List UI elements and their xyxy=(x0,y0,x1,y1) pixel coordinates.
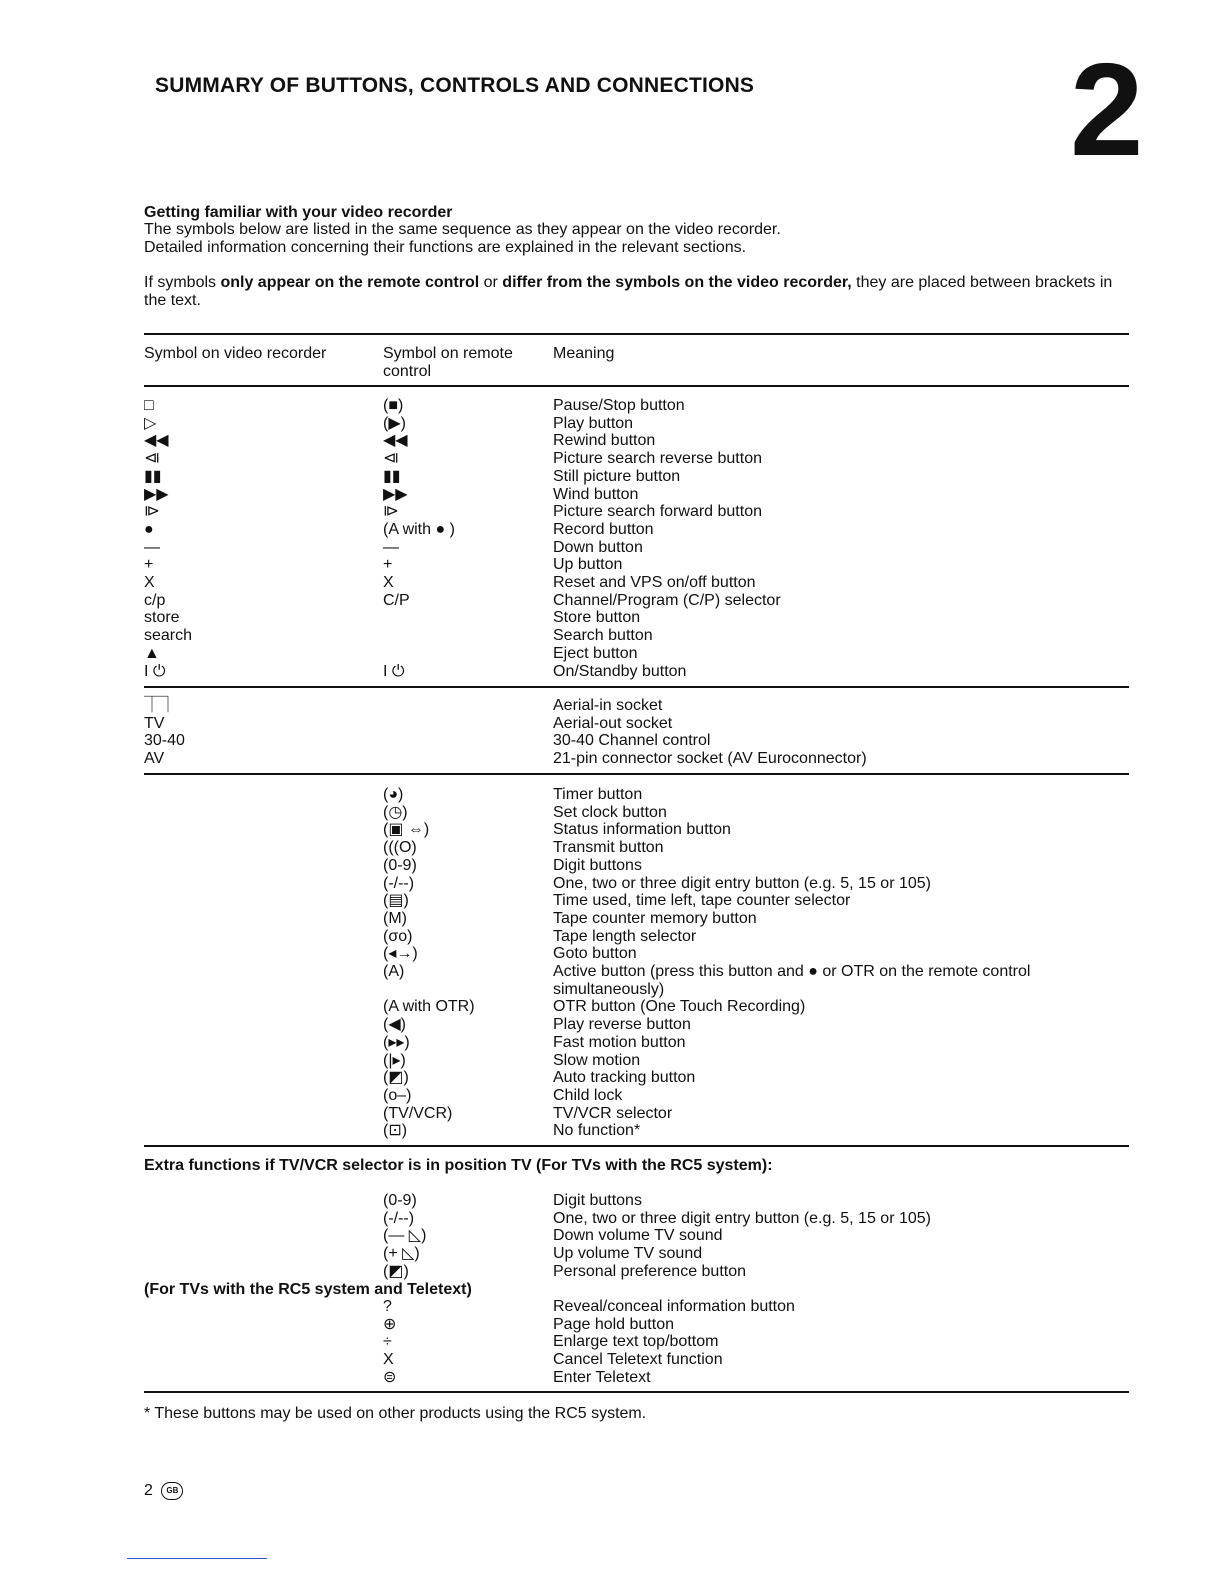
recorder-symbol: □ xyxy=(144,397,154,414)
meaning-text: Reveal/conceal information button xyxy=(553,1298,795,1315)
meaning-text: Picture search reverse button xyxy=(553,450,762,468)
meaning-text: Tape counter memory button xyxy=(553,909,757,927)
remote-symbol: (-/--) xyxy=(383,874,415,892)
remote-symbol: (◷) xyxy=(383,803,408,821)
header-meaning: Meaning xyxy=(553,345,615,362)
table-row xyxy=(0,1069,1225,1087)
meaning-text: OTR button (One Touch Recording) xyxy=(553,998,806,1016)
table-row xyxy=(0,1034,1225,1052)
table-row xyxy=(0,1351,1225,1369)
recorder-symbol: AV xyxy=(144,750,165,768)
meaning-text: Down button xyxy=(553,538,643,556)
recorder-symbol: ● xyxy=(144,520,154,538)
table-row xyxy=(0,697,1225,715)
meaning-text: Digit buttons xyxy=(553,856,642,874)
recorder-symbol: — xyxy=(144,538,160,556)
meaning-text: Transmit button xyxy=(553,839,664,857)
recorder-symbol: I ⏻ xyxy=(144,662,166,680)
remote-symbol: (((O) xyxy=(383,839,417,857)
rule-2 xyxy=(144,773,1129,775)
extra-functions-heading: Extra functions if TV/VCR selector is in position TV (For TVs with the RC5 system): xyxy=(144,1157,773,1174)
remote-symbol: (σο) xyxy=(383,927,413,945)
table-row xyxy=(0,1316,1225,1334)
meaning-text: 30-40 Channel control xyxy=(553,732,711,750)
table-row xyxy=(0,574,1225,592)
meaning-text: Personal preference button xyxy=(553,1262,747,1280)
meaning-text: Aerial-out socket xyxy=(553,714,673,732)
table-row xyxy=(0,1192,1225,1210)
footnote: * These buttons may be used on other products using the RC5 system. xyxy=(144,1405,647,1422)
table-row xyxy=(0,1052,1225,1070)
table-row xyxy=(0,804,1225,822)
meaning-text: Child lock xyxy=(553,1086,623,1104)
table-row xyxy=(0,1333,1225,1351)
recorder-symbol: c/p xyxy=(144,591,166,609)
recorder-symbol: X xyxy=(144,574,155,591)
remote-symbol: (▸▸) xyxy=(383,1033,410,1051)
table-row xyxy=(0,1227,1225,1245)
page-number xyxy=(144,1482,183,1500)
meaning-text: Active button (press this button and ● or OTR on the remote control xyxy=(553,963,1031,980)
meaning-text: TV/VCR selector xyxy=(553,1104,673,1122)
table-row xyxy=(0,857,1225,875)
table-row xyxy=(0,486,1225,504)
remote-symbol: ▶▶ xyxy=(383,485,408,503)
remote-symbol: (0-9) xyxy=(383,1192,417,1209)
remote-symbol: (— ◺) xyxy=(383,1227,427,1245)
page-title: SUMMARY OF BUTTONS, CONTROLS AND CONNECTIONS xyxy=(155,74,755,97)
meaning-text: Slow motion xyxy=(553,1051,641,1069)
table-row xyxy=(0,539,1225,557)
remote-symbol: (A with OTR) xyxy=(383,998,475,1016)
chapter-number: 2 xyxy=(1070,36,1144,183)
meaning-text: Rewind button xyxy=(553,432,656,450)
table-row xyxy=(0,732,1225,750)
meaning-text: Timer button xyxy=(553,786,643,803)
recorder-symbol: ⧐ xyxy=(144,503,160,521)
table-row xyxy=(0,450,1225,468)
meaning-text: Set clock button xyxy=(553,803,667,821)
table-row xyxy=(0,1016,1225,1034)
meaning-text: Still picture button xyxy=(553,467,681,485)
table-row xyxy=(0,875,1225,893)
table-row xyxy=(0,910,1225,928)
meaning-text: Up button xyxy=(553,556,623,574)
meaning-text: Status information button xyxy=(553,821,731,839)
meaning-text: Eject button xyxy=(553,644,638,662)
table-row xyxy=(0,1298,1225,1316)
meaning-text: Search button xyxy=(553,627,653,645)
remote-symbol: (A) xyxy=(383,963,405,980)
header-recorder: Symbol on video recorder xyxy=(144,345,327,362)
remote-symbol: (■) xyxy=(383,397,404,414)
recorder-symbol: TV xyxy=(144,714,165,732)
recorder-symbol: + xyxy=(144,556,154,574)
remote-symbol: (◩) xyxy=(383,1262,409,1280)
header-rule xyxy=(144,385,1129,387)
table-row xyxy=(0,663,1225,681)
teletext-heading: (For TVs with the RC5 system and Teletext) xyxy=(144,1281,472,1298)
recorder-symbol: ⧏ xyxy=(144,450,160,468)
remote-symbol: ? xyxy=(383,1298,392,1315)
meaning-text: Play reverse button xyxy=(553,1016,691,1034)
meaning-text: Channel/Program (C/P) selector xyxy=(553,591,781,609)
remote-symbol: I ⏻ xyxy=(383,662,405,680)
recorder-symbol: ◀◀ xyxy=(144,432,169,450)
remote-symbol: (-/--) xyxy=(383,1209,415,1227)
intro-line-1: The symbols below are listed in the same sequence as they appear on the video recorder. xyxy=(144,221,781,238)
remote-symbol: (◂→) xyxy=(383,945,418,963)
recorder-symbol: ⏉⏋ xyxy=(144,697,177,714)
recorder-symbol: 30-40 xyxy=(144,732,185,750)
meaning-text: Store button xyxy=(553,609,641,627)
table-row xyxy=(0,592,1225,610)
meaning-text: Goto button xyxy=(553,945,637,963)
table-row xyxy=(0,1105,1225,1123)
remote-symbol: ÷ xyxy=(383,1333,392,1351)
table-row xyxy=(0,521,1225,539)
table-row xyxy=(0,998,1225,1016)
meaning-text: Up volume TV sound xyxy=(553,1245,703,1263)
meaning-text: Wind button xyxy=(553,485,639,503)
table-row xyxy=(0,1122,1225,1140)
remote-symbol: C/P xyxy=(383,591,410,609)
meaning-text: Pause/Stop button xyxy=(553,397,685,414)
table-row xyxy=(0,981,1225,999)
table-row xyxy=(0,1087,1225,1105)
remote-symbol: ⧐ xyxy=(383,503,399,521)
table-row xyxy=(0,715,1225,733)
intro-heading: Getting familiar with your video recorder xyxy=(144,204,453,221)
remote-symbol: (|▸) xyxy=(383,1051,406,1069)
table-row xyxy=(0,928,1225,946)
table-row xyxy=(0,1245,1225,1263)
meaning-text: 21-pin connector socket (AV Euroconnector) xyxy=(553,750,867,768)
remote-symbol: (+ ◺) xyxy=(383,1245,420,1263)
remote-symbol: (0-9) xyxy=(383,856,417,874)
meaning-text: Record button xyxy=(553,520,654,538)
table-row xyxy=(0,1369,1225,1387)
table-bottom-rule xyxy=(144,1391,1129,1393)
table-row xyxy=(0,397,1225,415)
table-row xyxy=(0,945,1225,963)
remote-symbol: (A with ● ) xyxy=(383,520,455,538)
table-row xyxy=(0,432,1225,450)
table-row xyxy=(0,892,1225,910)
remote-symbol: — xyxy=(383,538,399,556)
table-row xyxy=(0,786,1225,804)
meaning-text: Fast motion button xyxy=(553,1033,686,1051)
gb-region-icon: GB xyxy=(161,1482,183,1500)
meaning-text: Tape length selector xyxy=(553,927,697,945)
remote-symbol: + xyxy=(383,556,393,574)
meaning-text: Cancel Teletext function xyxy=(553,1351,723,1369)
remote-symbol: X xyxy=(383,1351,394,1369)
bracket-note-e: they are placed between brackets in the text. xyxy=(144,274,1113,309)
remote-symbol: (▤) xyxy=(383,892,409,910)
meaning-text: Digit buttons xyxy=(553,1192,642,1209)
meaning-text: Down volume TV sound xyxy=(553,1227,723,1245)
meaning-text: Auto tracking button xyxy=(553,1069,696,1087)
meaning-text: No function* xyxy=(553,1122,641,1140)
table-row xyxy=(0,556,1225,574)
recorder-symbol: store xyxy=(144,609,180,627)
intro-line-2: Detailed information concerning their functions are explained in the relevant sections. xyxy=(144,239,747,256)
meaning-text: On/Standby button xyxy=(553,662,687,680)
table-row xyxy=(0,415,1225,433)
table-row xyxy=(0,627,1225,645)
remote-symbol: (TV/VCR) xyxy=(383,1104,453,1122)
remote-symbol: (M) xyxy=(383,909,407,927)
remote-symbol: (⊡) xyxy=(383,1122,408,1140)
remote-symbol: ⊕ xyxy=(383,1315,397,1333)
bottom-link-line xyxy=(127,1558,267,1559)
table-row xyxy=(0,821,1225,839)
remote-symbol: X xyxy=(383,574,394,591)
bracket-note-b: only appear on the remote control xyxy=(220,274,480,291)
remote-symbol: ◀◀ xyxy=(383,432,408,450)
recorder-symbol: ▮▮ xyxy=(144,467,162,485)
rule-3 xyxy=(144,1145,1129,1147)
meaning-text: Reset and VPS on/off button xyxy=(553,574,756,591)
table-row xyxy=(0,503,1225,521)
remote-symbol: ⧏ xyxy=(383,450,399,468)
bracket-note xyxy=(144,274,1134,310)
table-row xyxy=(0,468,1225,486)
bracket-note-d: differ from the symbols on the video recorder, xyxy=(502,274,852,291)
table-row xyxy=(0,839,1225,857)
recorder-symbol: ▲ xyxy=(144,644,160,662)
meaning-text: Picture search forward button xyxy=(553,503,762,521)
recorder-symbol: search xyxy=(144,627,193,645)
meaning-text: simultaneously) xyxy=(553,980,665,998)
table-row xyxy=(0,609,1225,627)
meaning-text: Play button xyxy=(553,414,634,432)
remote-symbol: ⊜ xyxy=(383,1368,397,1386)
bracket-note-c: or xyxy=(479,274,503,291)
meaning-text: Page hold button xyxy=(553,1315,674,1333)
meaning-text: Enlarge text top/bottom xyxy=(553,1333,719,1351)
meaning-text: One, two or three digit entry button (e.g. 5, 15 or 105) xyxy=(553,1209,931,1227)
table-row xyxy=(0,645,1225,663)
remote-symbol: (◩) xyxy=(383,1069,409,1087)
meaning-text: One, two or three digit entry button (e.g. 5, 15 or 105) xyxy=(553,874,931,892)
recorder-symbol: ▷ xyxy=(144,414,157,432)
table-top-rule xyxy=(144,333,1129,335)
remote-symbol: (◕) xyxy=(383,786,404,803)
header-remote: Symbol on remote control xyxy=(383,345,513,380)
meaning-text: Aerial-in socket xyxy=(553,697,663,714)
remote-symbol: ▮▮ xyxy=(383,467,401,485)
rule-1 xyxy=(144,686,1129,688)
recorder-symbol: ▶▶ xyxy=(144,485,169,503)
remote-symbol: (◀) xyxy=(383,1016,406,1034)
table-row xyxy=(0,1210,1225,1228)
bracket-note-a: If symbols xyxy=(144,274,221,291)
table-row xyxy=(0,1263,1225,1281)
remote-symbol: (▶) xyxy=(383,414,406,432)
meaning-text: Enter Teletext xyxy=(553,1368,651,1386)
remote-symbol: (▣ ⇔) xyxy=(383,821,430,839)
table-row xyxy=(0,750,1225,768)
page-number-value: 2 xyxy=(144,1482,153,1500)
remote-symbol: (o‒) xyxy=(383,1086,412,1104)
table-row xyxy=(0,963,1225,981)
meaning-text: Time used, time left, tape counter selector xyxy=(553,892,851,910)
